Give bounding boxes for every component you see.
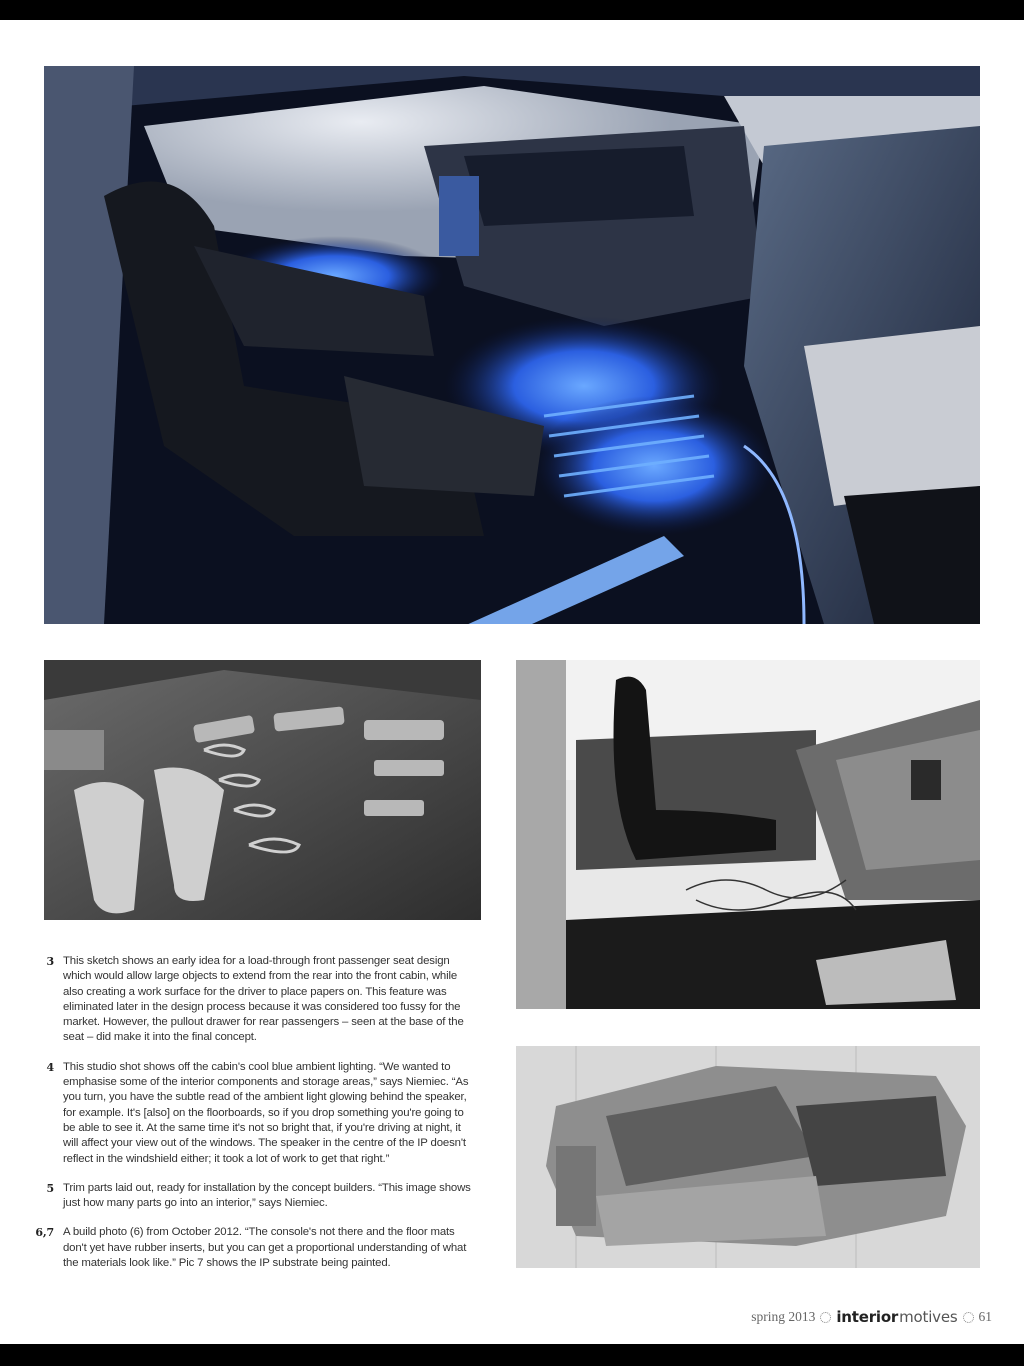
brand-name-light: motives <box>899 1308 958 1326</box>
caption-number: 5 <box>46 1181 54 1195</box>
caption-text: This sketch shows an early idea for a load-through front passenger seat design which would allow large objects to extend from the rear into the front cabin, while also creating a work surface for the driver to place papers on. This feature was eliminated later in the design process because it was considered too fussy for the market. However, the pullout drawer for rear passengers – seen at the base of the seat – did make it into the final concept. <box>63 955 464 1044</box>
caption-6-7 <box>30 1225 475 1271</box>
trim-parts-image <box>44 660 481 920</box>
cabin-interior-image <box>44 66 980 624</box>
caption-text: Trim parts laid out, ready for installation by the concept builders. “This image shows just how many parts go into an interior,” says Niemiec. <box>63 1181 471 1210</box>
caption-number: 4 <box>46 1060 54 1074</box>
page-footer <box>751 1308 992 1326</box>
caption-number: 6,7 <box>35 1226 54 1240</box>
magazine-page <box>0 20 1024 1344</box>
ip-substrate-image <box>516 1046 980 1268</box>
caption-3 <box>30 954 475 1046</box>
cabin-interior-photo <box>44 66 980 624</box>
dotted-circle-icon <box>820 1312 831 1323</box>
build-photo <box>516 660 980 1009</box>
caption-4 <box>30 1060 475 1167</box>
captions-column <box>30 954 475 1285</box>
brand-name-bold: interior <box>836 1308 899 1326</box>
caption-text: This studio shot shows off the cabin's cool blue ambient lighting. “We wanted to emphasise some of the interior components and storage areas,” says Niemiec. “As you turn, you have the subtle read of the ambient light glowing behind the speaker, for example. It's [also] on the floorboards, so if you drop something you're going to be able to see it. At the same time it's not so bright that, if you're driving at night, it will affect your view out of the windows. The speaker in the centre of the IP doesn't reflect in the windshield either; it took a lot of work to get that right.” <box>63 1060 469 1165</box>
page-number: 61 <box>978 1309 992 1324</box>
dotted-circle-icon <box>963 1312 974 1323</box>
trim-parts-photo <box>44 660 481 920</box>
build-image <box>516 660 980 1009</box>
ip-substrate-photo <box>516 1046 980 1268</box>
caption-5 <box>30 1181 475 1212</box>
caption-text: A build photo (6) from October 2012. “The console's not there and the floor mats don't yet have rubber inserts, but you can get a proportional understanding of what the materials look like.” Pic 7 shows the IP substrate being painted. <box>63 1226 467 1270</box>
caption-number: 3 <box>46 955 54 968</box>
issue-season: spring 2013 <box>751 1309 816 1324</box>
